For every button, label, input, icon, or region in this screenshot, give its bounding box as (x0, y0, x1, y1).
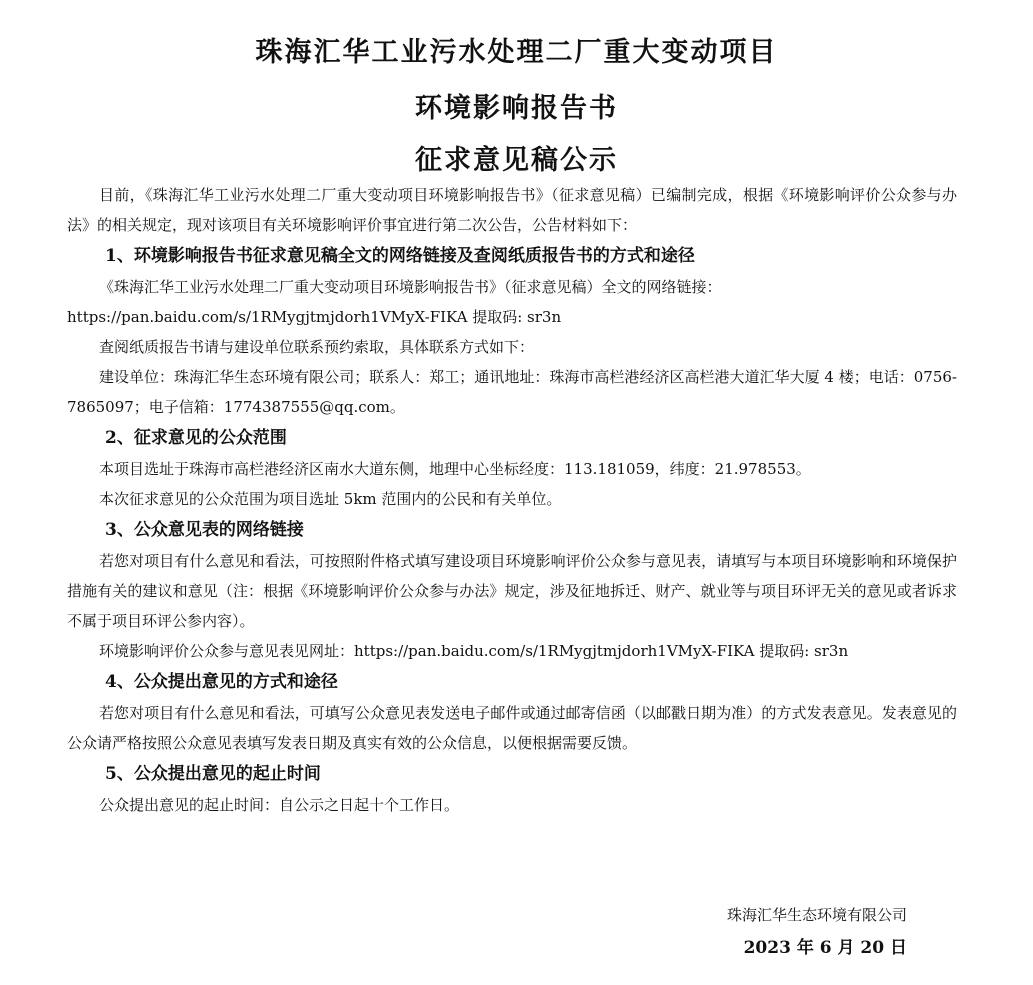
signature-date: 2023 年 6 月 20 日 (743, 938, 907, 958)
section2-heading: 2、征求意见的公众范围 (105, 428, 287, 448)
document-title-line2: 环境影响报告书 (415, 93, 618, 124)
document-title-line1: 珠海汇华工业污水处理二厂重大变动项目 (255, 37, 778, 68)
section4-heading: 4、公众提出意见的方式和途径 (105, 672, 338, 692)
section1-paragraph1: 《珠海汇华工业污水处理二厂重大变动项目环境影响报告书》（征求意见稿）全文的网络链接： (99, 278, 722, 296)
section3-heading: 3、公众意见表的网络链接 (105, 520, 304, 540)
document-title-line3: 征求意见稿公示 (415, 145, 618, 176)
document-body (67, 180, 957, 820)
section1-link[interactable]: https://pan.baidu.com/s/1RMygjtmjdorh1VMyX-FIKA 提取码: sr3n (67, 308, 562, 326)
section3-link-paragraph[interactable]: 环境影响评价公众参与意见表见网址：https://pan.baidu.com/s/1RMygjtmjdorh1VMyX-FIKA 提取码: sr3n (99, 642, 849, 660)
section2-paragraph2: 本次征求意见的公众范围为项目选址 5km 范围内的公民和有关单位。 (99, 490, 562, 508)
section1-paragraph2: 查阅纸质报告书请与建设单位联系预约索取，具体联系方式如下： (99, 338, 535, 356)
section4-paragraph1: 若您对项目有什么意见和看法，可填写公众意见表发送电子邮件或通过邮寄信函（以邮戳日期为准）的方式发表意见。发表意见的公众请严格按照公众意见表填写发表日期及真实有效的公众信息，以便根据需要反馈。 (67, 704, 957, 752)
signature-organization: 珠海汇华生态环境有限公司 (726, 906, 907, 924)
section1-heading: 1、环境影响报告书征求意见稿全文的网络链接及查阅纸质报告书的方式和途径 (105, 246, 695, 266)
section3-paragraph1: 若您对项目有什么意见和看法，可按照附件格式填写建设项目环境影响评价公众参与意见表，请填写与本项目环境影响和环境保护措施有关的建议和意见（注：根据《环境影响评价公众参与办法》规定，涉及征地拆迁、财产、就业等与项目环评无关的意见或者诉求不属于项目环评公参内容）。 (67, 552, 957, 630)
section1-contact: 建设单位：珠海汇华生态环境有限公司；联系人：郑工；通讯地址：珠海市高栏港经济区高栏港大道汇华大厦 4 楼；电话：0756-7865097；电子信箱：1774387555@qq.com。 (67, 368, 957, 416)
section5-heading: 5、公众提出意见的起止时间 (105, 764, 321, 784)
intro-paragraph: 目前，《珠海汇华工业污水处理二厂重大变动项目环境影响报告书》（征求意见稿）已编制完成，根据《环境影响评价公众参与办法》的相关规定，现对该项目有关环境影响评价事宜进行第二次公告，公告材料如下： (67, 186, 957, 234)
section2-paragraph1: 本项目选址于珠海市高栏港经济区南水大道东侧，地理中心坐标经度：113.181059，纬度：21.978553。 (99, 460, 811, 478)
section5-paragraph1: 公众提出意见的起止时间：自公示之日起十个工作日。 (99, 796, 460, 814)
